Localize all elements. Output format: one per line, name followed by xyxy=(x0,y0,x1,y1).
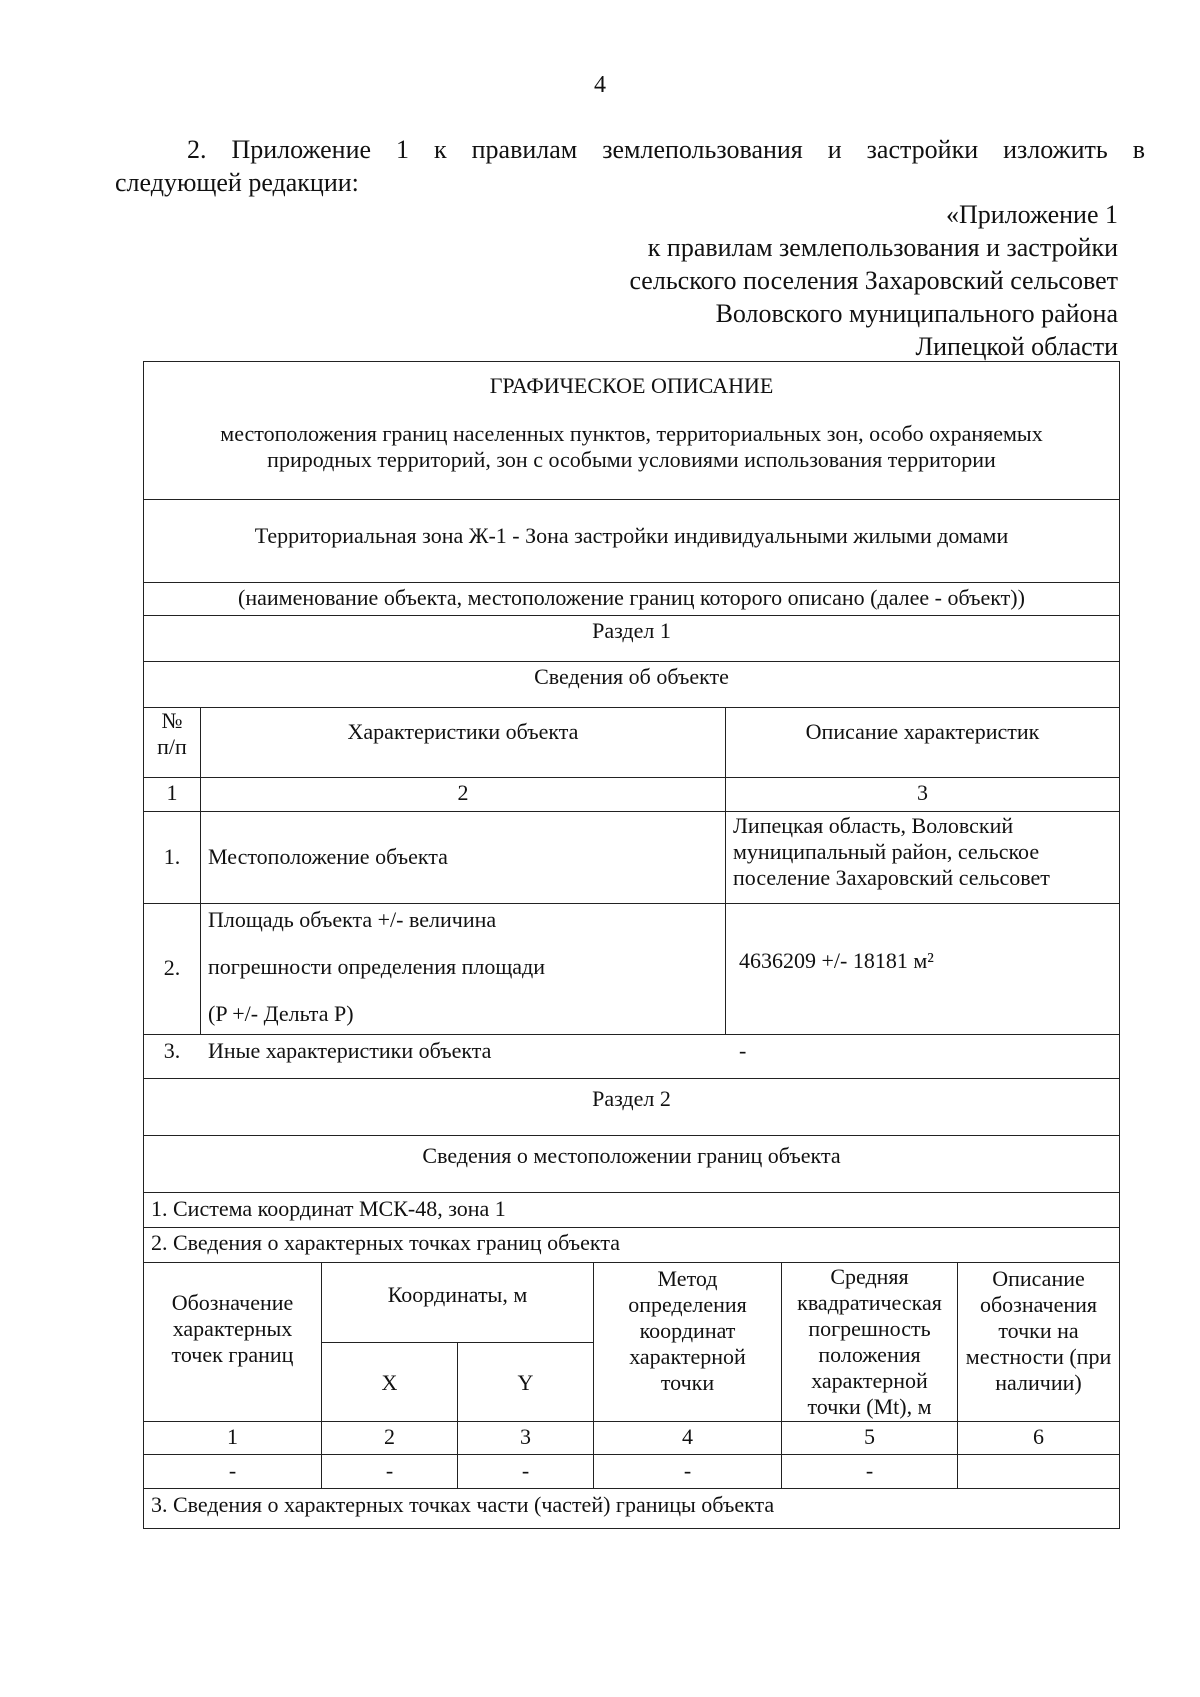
row-characteristic: Площадь объекта +/- величина xyxy=(208,907,497,932)
table-rule xyxy=(144,1034,1119,1035)
row-description: - xyxy=(739,1038,747,1063)
pt-header-description: обозначения xyxy=(979,1292,1098,1317)
page-number: 4 xyxy=(594,72,606,98)
pt-header-error: точки (Mt), м xyxy=(807,1394,932,1419)
appendix-line: сельского поселения Захаровский сельсовет xyxy=(629,266,1118,295)
coordinate-system: 1. Система координат МСК-48, зона 1 xyxy=(151,1196,506,1221)
appendix-line: «Приложение 1 xyxy=(945,200,1118,229)
column-index: 1 xyxy=(166,780,178,805)
section-1-label: Раздел 1 xyxy=(592,618,671,643)
table-rule xyxy=(144,777,1119,778)
row-number: 3. xyxy=(163,1038,181,1063)
appendix-line: Липецкой области xyxy=(915,332,1118,361)
pt-column-index: 1 xyxy=(227,1424,238,1449)
table-rule xyxy=(144,1454,1119,1455)
graphic-description-table xyxy=(143,361,1120,1529)
pt-header-description: точки на xyxy=(998,1318,1079,1343)
appendix-line: к правилам землепользования и застройки xyxy=(647,233,1118,262)
table-rule xyxy=(144,1227,1119,1228)
table-title: ГРАФИЧЕСКОЕ ОПИСАНИЕ xyxy=(489,373,774,398)
table-subtitle-line: природных территорий, зон с особыми условиями использования территории xyxy=(267,447,996,472)
pt-cell: - xyxy=(683,1458,692,1483)
pt-header-error: характерной xyxy=(811,1368,928,1393)
col-char-header: Характеристики объекта xyxy=(347,719,579,744)
pt-header-error: Средняя xyxy=(830,1264,909,1289)
parts-title: 3. Сведения о характерных точках части (частей) границы объекта xyxy=(151,1492,775,1517)
table-rule xyxy=(144,903,1119,904)
intro-line-2: следующей редакции: xyxy=(115,168,359,197)
zone-name: Территориальная зона Ж-1 - Зона застройки индивидуальными жилыми домами xyxy=(254,523,1009,548)
pt-header-error: погрешность xyxy=(808,1316,931,1341)
pt-header-method: координат xyxy=(639,1318,736,1343)
pt-cell: - xyxy=(865,1458,874,1483)
row-description: 4636209 +/- 18181 м² xyxy=(739,948,934,973)
table-rule xyxy=(144,1192,1119,1193)
col-num-header: п/п xyxy=(157,734,187,759)
row-characteristic: (P +/- Дельта P) xyxy=(208,1001,354,1026)
pt-header-description: наличии) xyxy=(995,1370,1082,1395)
row-characteristic: Иные характеристики объекта xyxy=(208,1038,492,1063)
pt-header-y: Y xyxy=(517,1370,534,1395)
row-characteristic: погрешности определения площади xyxy=(208,954,546,979)
row-number: 1. xyxy=(163,844,181,869)
row-number: 2. xyxy=(163,955,181,980)
pt-header-method: определения xyxy=(628,1292,747,1317)
pt-cell: - xyxy=(385,1458,394,1483)
points-title: 2. Сведения о характерных точках границ объекта xyxy=(151,1230,620,1255)
table-rule xyxy=(144,1421,1119,1422)
col-desc-header: Описание характеристик xyxy=(805,719,1040,744)
intro-paragraph xyxy=(115,133,1145,199)
table-rule xyxy=(144,1262,1119,1263)
pt-header-coords: Координаты, м xyxy=(387,1282,528,1307)
table-rule xyxy=(144,1488,1119,1489)
pt-header-description: местности (при xyxy=(965,1344,1112,1369)
table-rule xyxy=(144,661,1119,662)
section-2-title: Сведения о местоположении границ объекта xyxy=(422,1143,841,1168)
table-rule xyxy=(144,615,1119,616)
row-description: Липецкая область, Воловский xyxy=(733,813,1014,838)
row-characteristic: Местоположение объекта xyxy=(208,844,448,869)
pt-header-error: квадратическая xyxy=(797,1290,942,1315)
pt-header-error: положения xyxy=(818,1342,921,1367)
pt-cell: - xyxy=(521,1458,530,1483)
pt-header-method: точки xyxy=(660,1370,715,1395)
pt-header-method: Метод xyxy=(657,1266,718,1291)
col-num-header: № xyxy=(161,708,183,733)
pt-cell: - xyxy=(228,1458,237,1483)
table-rule xyxy=(144,499,1119,500)
row-description: муниципальный район, сельское xyxy=(733,839,1040,864)
pt-header-x: X xyxy=(381,1370,398,1395)
section-1-title: Сведения об объекте xyxy=(534,664,729,689)
table-rule xyxy=(144,1078,1119,1079)
table-rule xyxy=(200,707,201,1034)
pt-column-index: 5 xyxy=(864,1424,875,1449)
pt-header-designation: Обозначение xyxy=(171,1290,294,1315)
table-rule xyxy=(144,811,1119,812)
pt-header-designation: характерных xyxy=(172,1316,293,1341)
section-2-label: Раздел 2 xyxy=(592,1086,671,1111)
pt-column-index: 6 xyxy=(1033,1424,1044,1449)
table-subtitle-line: местоположения границ населенных пунктов, территориальных зон, особо охраняемых xyxy=(220,421,1043,446)
pt-column-index: 4 xyxy=(682,1424,693,1449)
pt-header-designation: точек границ xyxy=(171,1342,294,1367)
intro-line-1: 2. Приложение 1 к правилам землепользования и застройки изложить в xyxy=(187,135,1145,164)
pt-header-method: характерной xyxy=(629,1344,746,1369)
table-rule xyxy=(144,707,1119,708)
zone-caption: (наименование объекта, местоположение границ которого описано (далее - объект)) xyxy=(238,585,1025,610)
table-rule xyxy=(144,582,1119,583)
pt-column-index: 3 xyxy=(520,1424,531,1449)
pt-column-index: 2 xyxy=(384,1424,395,1449)
table-rule xyxy=(725,707,726,1034)
row-description: поселение Захаровский сельсовет xyxy=(733,865,1050,890)
table-rule xyxy=(144,1135,1119,1136)
column-index: 2 xyxy=(457,780,469,805)
appendix-line: Воловского муниципального района xyxy=(715,299,1118,328)
pt-header-description: Описание xyxy=(992,1266,1085,1291)
column-index: 3 xyxy=(917,780,928,805)
appendix-header xyxy=(629,198,1118,363)
